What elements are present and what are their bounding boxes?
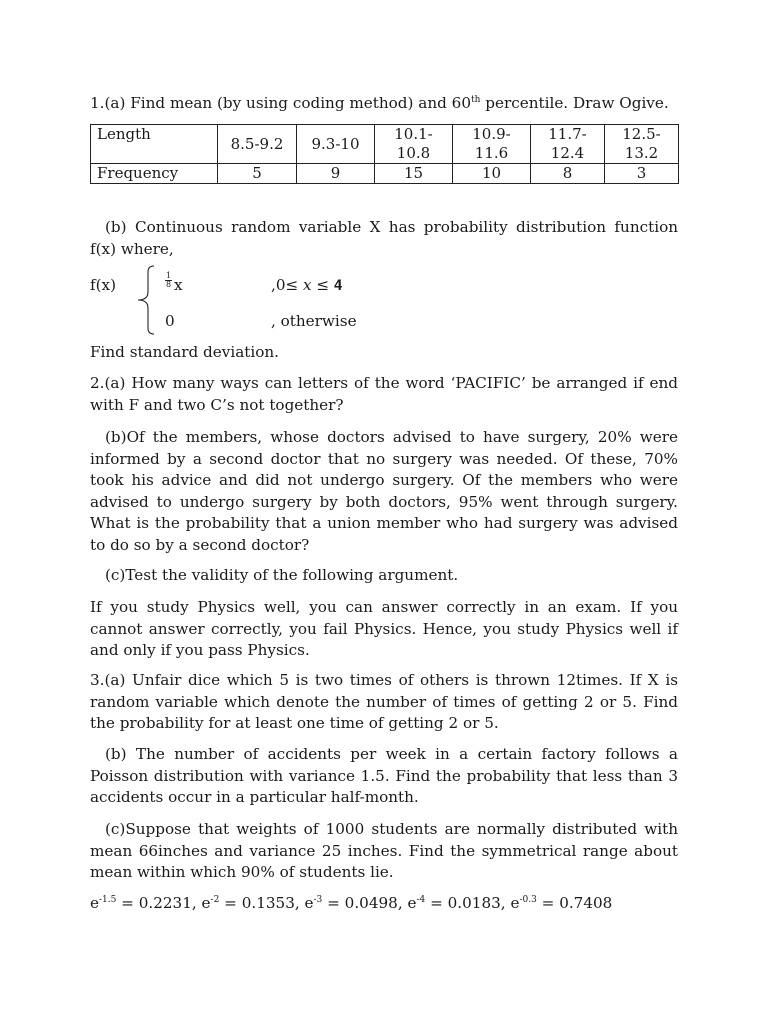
- frequency-row: [91, 164, 679, 184]
- constant-base: e: [407, 894, 417, 912]
- exponential-constants: [90, 893, 612, 915]
- constants-separator: ,: [294, 894, 305, 912]
- interval-text: 11.7-: [548, 125, 587, 143]
- interval-text: 12.4: [550, 144, 585, 162]
- interval-text: 12.5-: [622, 125, 661, 143]
- interval-text: 9.3-10: [311, 134, 360, 153]
- pdf-piece1-condition: ,0≤ 𝑥 ≤ 𝟒: [271, 276, 343, 294]
- constant-value: = 0.1353: [219, 894, 295, 912]
- interval-text: 13.2: [624, 144, 659, 162]
- interval-cell: [605, 125, 679, 164]
- q2c-text: (c)Test the validity of the following argument.: [105, 566, 459, 584]
- frequency-header-cell: Frequency: [91, 164, 218, 184]
- frequency-cell: 9: [297, 164, 375, 184]
- pdf-piece1-expr: x: [174, 276, 183, 294]
- q1b-question: Find standard deviation.: [90, 343, 279, 361]
- constants-separator: ,: [397, 894, 408, 912]
- constant-value: = 0.7408: [536, 894, 613, 912]
- frequency-table: [90, 124, 679, 184]
- constant-exponent: -4: [416, 895, 426, 905]
- pdf-piece2-expr: 0: [165, 312, 175, 330]
- q3c-text: (c)Suppose that weights of 1000 students are normally distributed with mean 66inches and variance 25 inches. Find the symmetrical range about mean within which 90% of students lie.: [90, 820, 678, 881]
- constant-exponent: -0.3: [519, 895, 537, 905]
- q2b-text: (b)Of the members, whose doctors advised to have surgery, 20% were informed by a second doctor that no surgery was needed. Of these, 70% took his advice and did not undergo surgery. Of the members who were advised to undergo surgery by both doctors, 95% went through surgery. What is the probability that a union member who had surgery was advised to do so by a second doctor?: [90, 428, 678, 554]
- length-row: [91, 125, 679, 164]
- constant-exponent: -2: [210, 895, 220, 905]
- interval-cell: [218, 125, 297, 164]
- length-header-cell: Length: [91, 125, 218, 164]
- pdf-label: f(x): [90, 276, 117, 294]
- q2a-text: 2.(a) How many ways can letters of the word ‘PACIFIC’ be arranged if end with F and two C’s not together?: [90, 374, 678, 414]
- q1a-heading: 1.(a) Find mean (by using coding method) and 60th percentile. Draw Ogive.: [90, 94, 669, 112]
- superscript-th: th: [471, 95, 481, 105]
- q3b-text: (b) The number of accidents per week in a certain factory follows a Poisson distribution with variance 1.5. Find the probability that less than 3 accidents occur in a particular half-month.: [90, 745, 678, 806]
- constant-base: e: [304, 894, 314, 912]
- constant-exponent: -3: [313, 895, 323, 905]
- interval-text: 8.5-9.2: [230, 134, 284, 153]
- q2c-argument: If you study Physics well, you can answer correctly in an exam. If you cannot answer correctly, you fail Physics. Hence, you study Physics well if and only if you pass Physics.: [90, 598, 678, 659]
- frequency-cell: 5: [218, 164, 297, 184]
- constants-separator: ,: [191, 894, 202, 912]
- constant-value: = 0.0183: [425, 894, 501, 912]
- constant-base: e: [90, 894, 99, 912]
- interval-cell: [375, 125, 453, 164]
- interval-cell: [531, 125, 605, 164]
- frequency-cell: 3: [605, 164, 679, 184]
- q1b-text: (b) Continuous random variable X has probability distribution function f(x) where,: [90, 218, 678, 258]
- interval-text: 10.1-: [394, 125, 433, 143]
- fraction-one-eighth: $\frac{1}{8}$: [166, 271, 172, 289]
- left-brace-icon: [128, 264, 162, 336]
- constant-exponent: -1.5: [99, 895, 117, 905]
- interval-cell: [297, 125, 375, 164]
- constant-base: e: [201, 894, 211, 912]
- constant-value: = 0.0498: [322, 894, 398, 912]
- interval-text: 10.9-: [472, 125, 511, 143]
- frequency-cell: 10: [453, 164, 531, 184]
- pdf-piece2-condition: , otherwise: [271, 312, 357, 330]
- frequency-cell: 8: [531, 164, 605, 184]
- frequency-cell: 15: [375, 164, 453, 184]
- q3a-text: 3.(a) Unfair dice which 5 is two times of others is thrown 12times. If X is random variable which denote the number of times of getting 2 or 5. Find the probability for at least one time of getting 2 or 5.: [90, 671, 678, 732]
- constant-value: = 0.2231: [116, 894, 192, 912]
- constants-separator: ,: [500, 894, 511, 912]
- interval-text: 11.6: [474, 144, 509, 162]
- constant-base: e: [510, 894, 520, 912]
- interval-cell: [453, 125, 531, 164]
- interval-text: 10.8: [396, 144, 431, 162]
